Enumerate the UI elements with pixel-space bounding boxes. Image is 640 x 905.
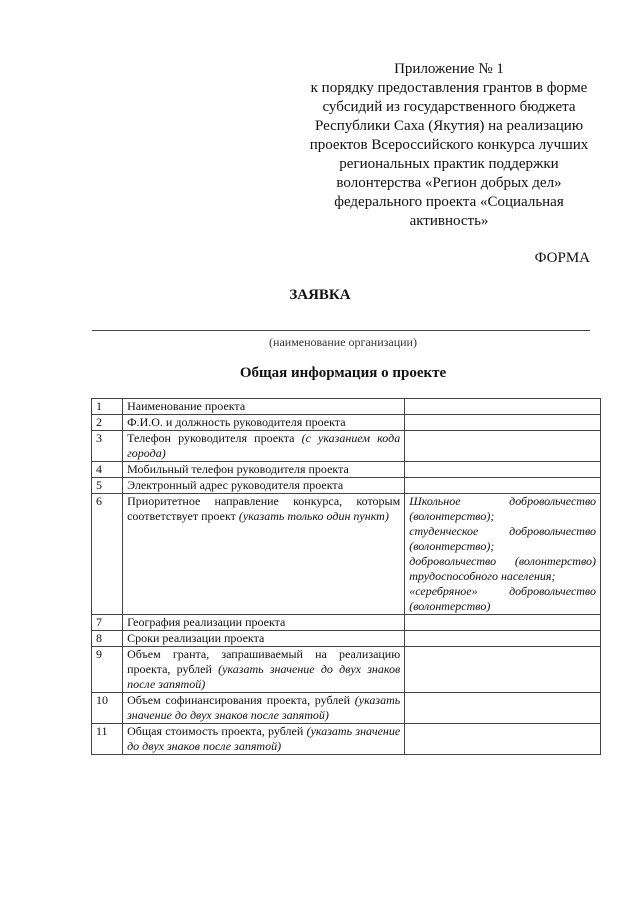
row-label-text: Общая стоимость проекта, рублей xyxy=(127,724,304,738)
appendix-line: волонтерства «Регион добрых дел» xyxy=(336,175,562,191)
table-row xyxy=(92,631,601,647)
appendix-line: федерального проекта «Социальная xyxy=(334,194,564,210)
row-value-field[interactable] xyxy=(405,415,601,431)
row-hint: (указать только один пункт) xyxy=(238,509,389,523)
row-hint: (указать значение до двух знаков после запятой) xyxy=(127,693,401,722)
row-label-text: Приоритетное направление конкурса, которым соответствует проект xyxy=(127,494,401,523)
table-row xyxy=(92,647,601,693)
row-number: 4 xyxy=(92,462,123,478)
organization-caption: (наименование организации) xyxy=(269,335,417,349)
row-value-field[interactable] xyxy=(405,462,601,478)
appendix-line: к порядку предоставления грантов в форме xyxy=(310,80,588,96)
row-number: 7 xyxy=(92,615,123,631)
section-title: Общая информация о проекте xyxy=(239,365,447,381)
row-value-field[interactable] xyxy=(405,693,601,724)
row-label-text: Ф.И.О. и должность руководителя проекта xyxy=(127,415,346,429)
row-hint: (указать значение до двух знаков после запятой) xyxy=(127,724,401,753)
table-row xyxy=(92,615,601,631)
row-label-text: Телефон руководителя проекта xyxy=(127,431,295,445)
table-row xyxy=(92,693,601,724)
row-number: 3 xyxy=(92,431,123,462)
table-row xyxy=(92,431,601,462)
row-label xyxy=(123,615,405,631)
row-label xyxy=(123,693,405,724)
appendix-line: региональных практик поддержки xyxy=(339,156,559,172)
direction-option: «серебряное» добровольчество (волонтерство) xyxy=(409,584,596,613)
row-value-field[interactable] xyxy=(405,615,601,631)
document-title: ЗАЯВКА xyxy=(289,287,351,303)
table-row xyxy=(92,494,601,615)
direction-option: студенческое добровольчество (волонтерство); xyxy=(409,524,596,553)
row-number: 8 xyxy=(92,631,123,647)
row-label xyxy=(123,431,405,462)
row-label-text: Сроки реализации проекта xyxy=(127,631,265,645)
row-number: 2 xyxy=(92,415,123,431)
table-row xyxy=(92,478,601,494)
row-number: 9 xyxy=(92,647,123,693)
row-label xyxy=(123,462,405,478)
appendix-line: проектов Всероссийского конкурса лучших xyxy=(309,137,589,153)
row-value-field[interactable] xyxy=(405,494,601,615)
row-label xyxy=(123,724,405,755)
appendix-line: субсидий из государственного бюджета xyxy=(322,99,576,115)
row-label-text: Объем гранта, запрашиваемый на реализацию проекта, рублей xyxy=(127,647,401,676)
table-row xyxy=(92,399,601,415)
direction-option: Школьное добровольчество (волонтерство); xyxy=(409,494,596,523)
row-label xyxy=(123,647,405,693)
row-label xyxy=(123,631,405,647)
row-label-text: Объем софинансирования проекта, рублей xyxy=(127,693,351,707)
row-label xyxy=(123,399,405,415)
table-row xyxy=(92,462,601,478)
row-value-field[interactable] xyxy=(405,647,601,693)
row-value-field[interactable] xyxy=(405,399,601,415)
row-hint: (с указанием кода города) xyxy=(127,431,401,460)
table-row xyxy=(92,415,601,431)
row-number: 10 xyxy=(92,693,123,724)
row-label-text: Мобильный телефон руководителя проекта xyxy=(127,462,349,476)
appendix-line: активность» xyxy=(409,213,489,229)
appendix-line: Приложение № 1 xyxy=(394,61,504,77)
row-label-text: Наименование проекта xyxy=(127,399,246,413)
table-row xyxy=(92,724,601,755)
appendix-line: Республики Саха (Якутия) на реализацию xyxy=(314,118,584,134)
organization-name-line[interactable] xyxy=(92,330,590,331)
row-label xyxy=(123,478,405,494)
row-hint: (указать значение до двух знаков после запятой) xyxy=(127,662,401,691)
row-number: 11 xyxy=(92,724,123,755)
row-label xyxy=(123,415,405,431)
row-label-text: Электронный адрес руководителя проекта xyxy=(127,478,344,492)
row-value-field[interactable] xyxy=(405,431,601,462)
row-number: 6 xyxy=(92,494,123,615)
row-value-field[interactable] xyxy=(405,724,601,755)
appendix-header xyxy=(296,60,602,231)
row-number: 1 xyxy=(92,399,123,415)
row-value-field[interactable] xyxy=(405,631,601,647)
form-label: ФОРМА xyxy=(534,250,590,266)
row-value-field[interactable] xyxy=(405,478,601,494)
project-info-table xyxy=(91,398,601,755)
row-label-text: География реализации проекта xyxy=(127,615,286,629)
row-number: 5 xyxy=(92,478,123,494)
direction-option: добровольчество (волонтерство) трудоспособного населения; xyxy=(409,554,596,583)
row-label xyxy=(123,494,405,615)
